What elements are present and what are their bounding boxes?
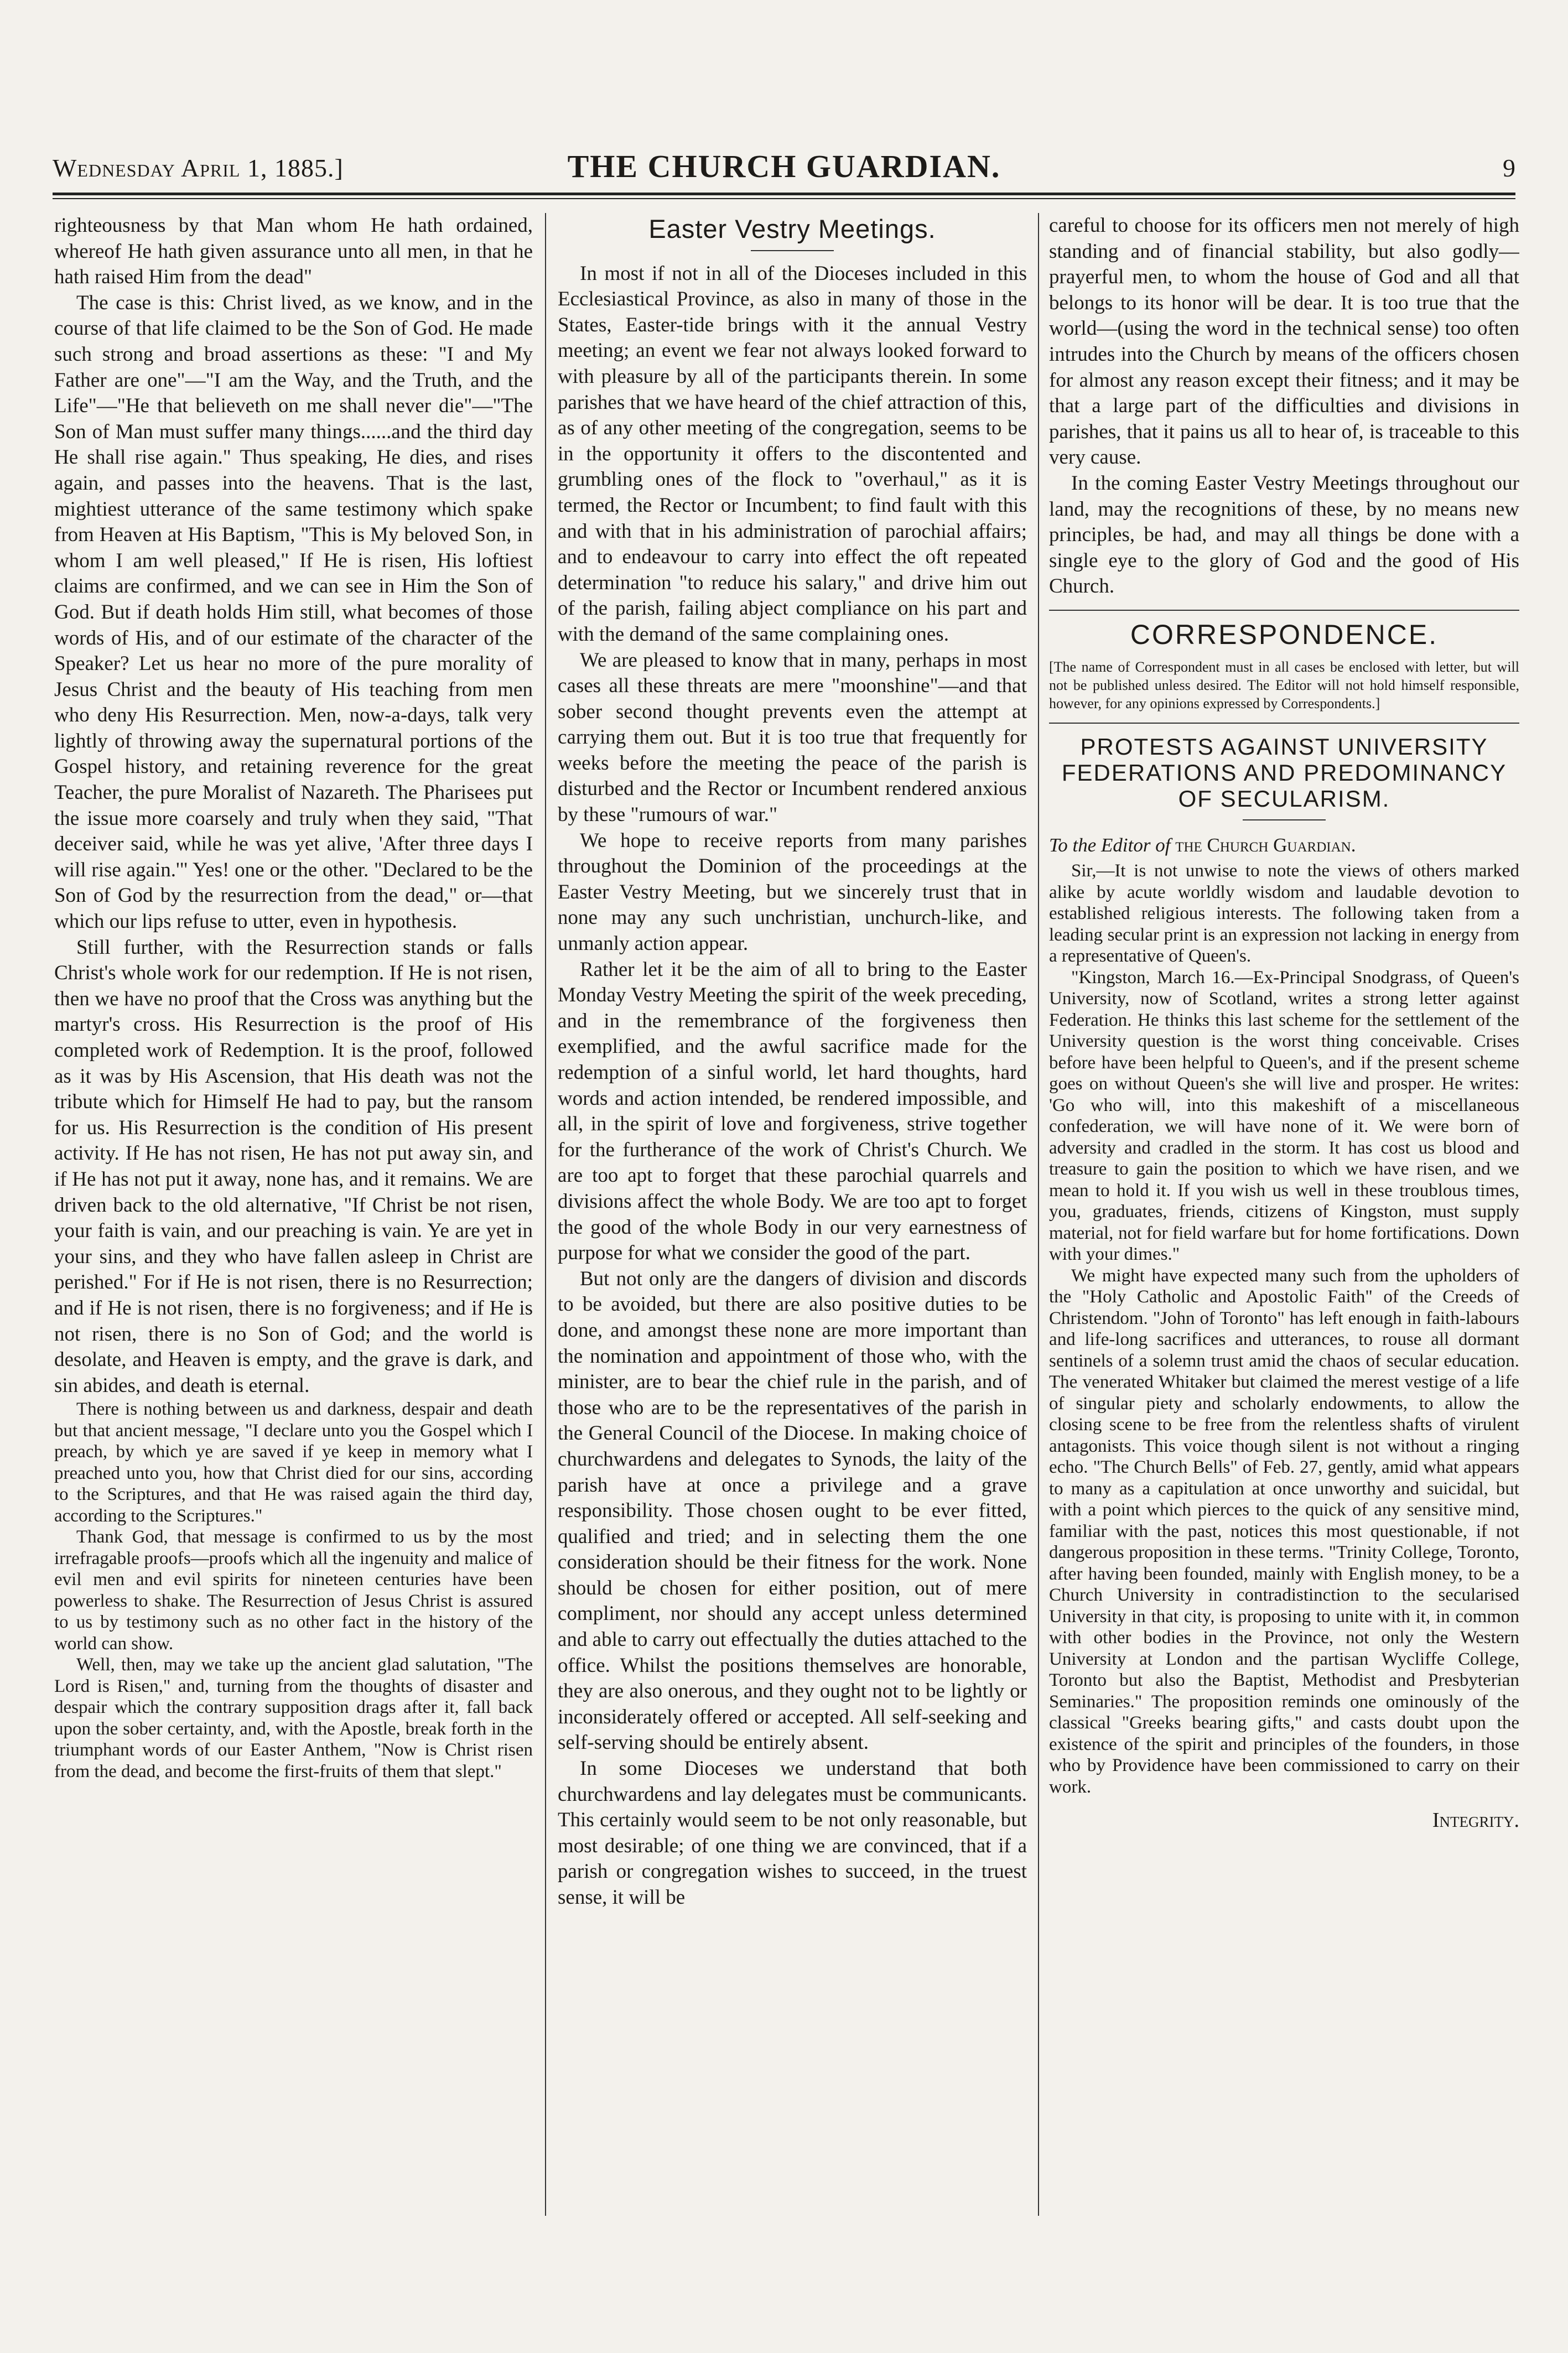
paragraph: In most if not in all of the Dioceses included in this Ecclesiastical Province, as also in many of those in the States, Easter-tide brings with it the annual Vestry meeting; an event we fear not always looked forward to with pleasure by all of the participants therein. In some parishes that we have heard of the chief attraction of this, as of any other meeting of the congregation, seems to be in the opportunity it offers to the discontented and grumbling ones of the flock to "overhaul," as it is termed, the Rector or Incumbent; to find fault with this and with that in his administration of parochial affairs; and to endeavour to carry into effect the oft repeated determination "to reduce his salary," and drive him out of the parish, failing abject compliance on his part and with the demand of the same complaining ones. bbox=[558, 262, 1027, 646]
paragraph: Still further, with the Resurrection stands or falls Christ's whole work for our redemption. If He is not risen, then we have no proof that the Cross was anything but the martyr's cross. His Resurrection is the proof of His completed work of Redemption. It is the proof, followed as it was by His Ascension, that His death was not the tribute which for Himself He had to pay, but the ransom for us. His Resurrection is the condition of His present activity. If He has not risen, He has not put away sin, and if He has not put it away, none has, and it remains. We are driven back to the old alternative, "If Christ be not risen, your faith is vain, and our preaching is vain. Ye are yet in your sins, and they who have fallen asleep in Christ are perished." For if He is not risen, there is no Resurrection; and if He is not risen, there is no forgiveness; and if He is not risen, there is no Son of God; and the world is desolate, and Heaven is empty, and the grave is dark, and sin abides, and death is eternal. bbox=[54, 936, 533, 1397]
paragraph: We might have expected many such from the upholders of the "Holy Catholic and Apostolic Faith" of the Creeds of Christendom. "John of Toronto" has left enough in faith-labours and life-long sacrifices and utterances, to rouse all dormant sentinels of a solemn trust amid the chaos of secular education. The venerated Whitaker but claimed the merest vestige of a life of singular piety and scholarly endowments, to allow the closing scene to be free from the relentless shafts of virulent antagonists. This voice though silent is not without a ringing echo. "The Church Bells" of Feb. 27, gently, amid what appears to many as a capitulation at once unworthy and suicidal, but with a point which pierces to the quick of any sensitive mind, familiar with the past, notices this most questionable, if not dangerous proposition in these terms. "Trinity College, Toronto, after having been founded, mainly with English money, to be a Church University in contradistinction to the secularised University in that city, is proposing to unite with it, in common with other bodies in the Province, not only the Western University at London and the partisan Wycliffe College, Toronto but also the Baptist, Methodist and Presbyterian Seminaries." The proposition reminds one ominously of the classical "Greeks bearing gifts," and casts doubt upon the existence of the spirit and principles of the founders, in those who by Providence have been commissioned to carry on their work. bbox=[1049, 1265, 1519, 1797]
header-rule bbox=[53, 193, 1515, 195]
paragraph: In some Dioceses we understand that both churchwardens and lay delegates must be communicants. This certainly would seem to be not only reasonable, but most desirable; of one thing we are convinced, that if a parish or congregation wishes to succeed, in the truest sense, it will be bbox=[558, 1757, 1027, 1909]
correspondence-heading: CORRESPONDENCE. bbox=[1130, 619, 1439, 650]
paragraph: Sir,—It is not unwise to note the views of others marked alike by acute worldly wisdom and laudable devotion to established religious interests. The following taken from a leading secular print is an expression not lacking in energy from a representative of Queen's. bbox=[1049, 861, 1519, 967]
heading-rule bbox=[1243, 819, 1326, 820]
header-rule-thin bbox=[53, 198, 1515, 199]
letter-salutation bbox=[1049, 833, 1519, 859]
paragraph: We hope to receive reports from many parishes throughout the Dominion of the proceedings at the Easter Vestry Meeting, but we sincerely trust that in none may any such unchristian, unchurch-like, and unmanly action appear. bbox=[558, 829, 1027, 955]
letter-signature: Integrity. bbox=[1432, 1809, 1519, 1832]
paragraph: There is nothing between us and darkness, despair and death but that ancient message, "I declare unto you the Gospel which I preach, by which ye are saved if ye keep in memory what I preached unto you, how that Christ died for our sins, according to the Scriptures, and that He was raised again the third day, according to the Scriptures." bbox=[54, 1399, 533, 1526]
paragraph: careful to choose for its officers men not merely of high standing and of financial stability, but also godly—prayerful men, to whom the house of God and all that belongs to its honor will be dear. It is too true that the world—(using the word in the technical sense) too often intrudes into the Church by means of the officers chosen for almost any reason except their fitness; and it may be that a large part of the difficulties and divisions in parishes, that it pains us all to hear of, is traceable to this very cause. bbox=[1049, 214, 1519, 469]
section-divider bbox=[1049, 610, 1519, 611]
paragraph: The case is this: Christ lived, as we know, and in the course of that life claimed to be the Son of God. He made such strong and broad assertions as these: "I and My Father are one"—"I am the Way, and the Truth, and the Life"—"He that believeth on me shall never die"—"The Son of Man must suffer many things......and the third day He shall rise again." Thus speaking, He dies, and rises again, and passes into the heavens. That is the last, mightiest utterance of the same testimony which spake from Heaven at His Baptism, "This is My beloved Son, in whom I am well pleased," If He is risen, His loftiest claims are confirmed, and we can see in Him the Son of God. But if death holds Him still, what becomes of those words of His, and of our estimate of the character of the Speaker? Let us hear no more of the pure morality of Jesus Christ and the beauty of His teaching from men who deny His Resurrection. Men, now-a-days, talk very lightly of throwing away the supernatural portions of the Gospel history, and retaining reverence for the great Teacher, the pure Moralist of Nazareth. The Pharisees put the issue more coarsely and truly when they said, "That deceiver said, while he was yet alive, 'After three days I will rise again.'" Yes! one or the other. "Declared to be the Son of God by the resurrection from the dead," or—that which our lips refuse to utter, even in hypothesis. bbox=[54, 291, 533, 933]
column-2 bbox=[558, 213, 1027, 2216]
paragraph: righteousness by that Man whom He hath ordained, whereof He hath given assurance unto all men, in that he hath raised Him from the dead" bbox=[54, 214, 533, 289]
article-heading: Easter Vestry Meetings. bbox=[648, 214, 936, 243]
issue-date: Wednesday April 1, 1885.] bbox=[53, 154, 344, 182]
section-divider bbox=[1049, 723, 1519, 724]
column-1 bbox=[54, 213, 533, 2216]
paragraph: But not only are the dangers of division and discords to be avoided, but there are also positive duties to be done, and amongst these none are more important than the nomination and appointment of those who, with the minister, are to bear the chief rule in the parish, and of those who are to be the representatives of the parish in the General Council of the Diocese. In making choice of churchwardens and delegates to Synods, the laity of the parish have at once a privilege and a grave responsibility. Those chosen ought to be ever fitted, qualified and tried; and in selecting them the one consideration should be their fitness for the work. None should be chosen for either position, out of mere compliment, nor should any accept unless determined and able to carry out effectually the duties attached to the office. Whilst the positions themselves are honorable, they are also onerous, and they ought not to be lightly or inconsiderately offered or accepted. All self-seeking and self-serving should be entirely absent. bbox=[558, 1267, 1027, 1754]
paragraph: Rather let it be the aim of all to bring to the Easter Monday Vestry Meeting the spirit of the week preceding, and in the remembrance of the forgiveness then exemplified, and the awful sacrifice made for the redemption of a sinful world, let hard thoughts, hard words and action intended, be rendered impossible, and all, in the spirit of love and forgiveness, strive together for the furtherance of the work of Christ's Church. We are too apt to forget that these parochial quarrels and divisions affect the whole Body. We are too apt to forget the good of the whole Body in our very earnestness of purpose for what we consider the good of the part. bbox=[558, 958, 1027, 1265]
paragraph: We are pleased to know that in many, perhaps in most cases all these threats are mere "moonshine"—and that sober second thought prevents even the attempt at carrying them out. But it is too true that frequently for weeks before the meeting the peace of the parish is disturbed and the Rector or Incumbent rendered anxious by these "rumours of war." bbox=[558, 648, 1027, 827]
heading-rule bbox=[751, 250, 834, 251]
page-number: 9 bbox=[1503, 154, 1515, 182]
letter-heading: PROTESTS AGAINST UNIVERSITY FEDERATIONS AND PREDOMINANCY OF SECULARISM. bbox=[1061, 733, 1507, 812]
column-3 bbox=[1049, 213, 1519, 2216]
salutation-to: To the Editor of bbox=[1049, 834, 1171, 856]
column-divider-2 bbox=[1038, 213, 1039, 2216]
editor-note: [The name of Correspondent must in all cases be enclosed with letter, but will not be published unless desired. The Editor will not hold himself responsible, however, for any opinions expressed by Correspondents.] bbox=[1049, 658, 1519, 711]
paragraph: Thank God, that message is confirmed to us by the most irrefragable proofs—proofs which all the ingenuity and malice of evil men and evil spirits for nineteen centuries have been powerless to shake. The Resurrection of Jesus Christ is assured to us by testimony such as no other fact in the history of the world can show. bbox=[54, 1527, 533, 1654]
salutation-paper: the Church Guardian. bbox=[1175, 834, 1356, 856]
page-header bbox=[53, 138, 1515, 188]
column-divider-1 bbox=[545, 213, 546, 2216]
paragraph: In the coming Easter Vestry Meetings throughout our land, may the recognitions of these, by no means new principles, be had, and may all things be done with a single eye to the glory of God and the good of His Church. bbox=[1049, 471, 1519, 598]
paragraph: Well, then, may we take up the ancient glad salutation, "The Lord is Risen," and, turning from the thoughts of disaster and despair which the contrary supposition drags after it, fall back upon the sober certainty, and, with the Apostle, break forth in the triumphant words of our Easter Anthem, "Now is Christ risen from the dead, and become the first-fruits of them that slept." bbox=[54, 1655, 533, 1781]
newspaper-title: THE CHURCH GUARDIAN. bbox=[567, 148, 1001, 184]
paragraph: "Kingston, March 16.—Ex-Principal Snodgrass, of Queen's University, now of Scotland, writes a strong letter against Federation. He thinks this last scheme for the settlement of the University question is the worst thing conceivable. Crises before have been helpful to Queen's, and if the present scheme goes on without Queen's she will live and prosper. He writes: 'Go who will, into this makeshift of a miscellaneous confederation, we will have none of it. We were born of adversity and cradled in the storm. It has cost us blood and treasure to gain the position to which we have risen, and we mean to hold it. If you wish us well in these troublous times, you, graduates, friends, citizens of Kingston, must supply material, not for field warfare but for home fortifications. Down with your dimes." bbox=[1049, 967, 1519, 1265]
